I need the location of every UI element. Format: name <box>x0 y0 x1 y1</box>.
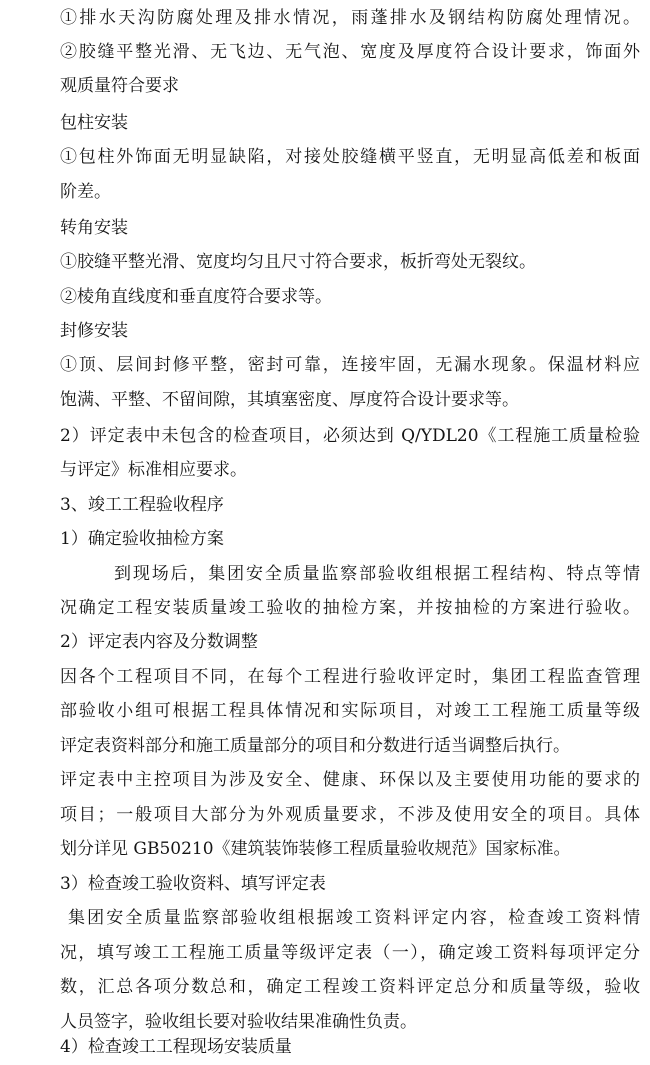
subsection-heading: 3）检查竣工验收资料、填写评定表 <box>60 874 326 894</box>
text-line: 与评定》标准相应要求。 <box>60 460 247 480</box>
text-line: 评定表中主控项目为涉及安全、健康、环保以及主要使用功能的要求的 <box>60 770 640 790</box>
text-line: 到现场后，集团安全质量监察部验收组根据工程结构、特点等情 <box>114 564 640 584</box>
section-heading: 包柱安装 <box>60 113 128 133</box>
text-line: 况确定工程安装质量竣工验收的抽检方案，并按抽检的方案进行验收。 <box>60 598 640 618</box>
text-line: 集团安全质量监察部验收组根据竣工资料评定内容，检查竣工资料情 <box>68 908 640 928</box>
text-line: ①胶缝平整光滑、宽度均匀且尺寸符合要求，板折弯处无裂纹。 <box>60 252 536 272</box>
text-line: 阶差。 <box>60 182 111 202</box>
text-line: 饱满、平整、不留间隙，其填塞密度、厚度符合设计要求等。 <box>60 390 519 410</box>
subsection-heading: 1）确定验收抽检方案 <box>60 529 224 549</box>
text-line: 项目；一般项目大部分为外观质量要求，不涉及使用安全的项目。具体 <box>60 805 640 825</box>
section-heading: 封修安装 <box>60 321 128 341</box>
section-heading: 转角安装 <box>60 218 128 238</box>
text-line: 部验收小组可根据工程具体情况和实际项目，对竣工工程施工质量等级 <box>60 701 640 721</box>
subsection-heading: 4）检查竣工工程现场安装质量 <box>60 1037 292 1057</box>
subsection-heading: 2）评定表内容及分数调整 <box>60 632 258 652</box>
text-line: 况，填写竣工工程施工质量等级评定表（一），确定竣工资料每项评定分 <box>60 943 640 963</box>
section-heading: 3、竣工工程验收程序 <box>60 495 224 515</box>
text-line: 观质量符合要求 <box>60 76 179 96</box>
text-line: ②棱角直线度和垂直度符合要求等。 <box>60 287 332 307</box>
text-line: 划分详见 GB50210《建筑装饰装修工程质量验收规范》国家标准。 <box>60 839 571 859</box>
text-line: 评定表资料部分和施工质量部分的项目和分数进行适当调整后执行。 <box>60 736 570 756</box>
text-line: 人员签字，验收组长要对验收结果准确性负责。 <box>60 1012 417 1032</box>
text-line: ①顶、层间封修平整，密封可靠，连接牢固，无漏水现象。保温材料应 <box>60 355 640 375</box>
text-line: 2）评定表中未包含的检查项目，必须达到 Q/YDL20《工程施工质量检验 <box>60 426 640 446</box>
text-line: ①包柱外饰面无明显缺陷，对接处胶缝横平竖直，无明显高低差和板面 <box>60 147 640 167</box>
text-line: 数，汇总各项分数总和，确定工程竣工资料评定总分和质量等级，验收 <box>60 977 640 997</box>
text-line: ①排水天沟防腐处理及排水情况，雨蓬排水及钢结构防腐处理情况。 <box>60 8 640 28</box>
text-line: ②胶缝平整光滑、无飞边、无气泡、宽度及厚度符合设计要求，饰面外 <box>60 42 640 62</box>
text-line: 因各个工程项目不同，在每个工程进行验收评定时，集团工程监查管理 <box>60 667 640 687</box>
